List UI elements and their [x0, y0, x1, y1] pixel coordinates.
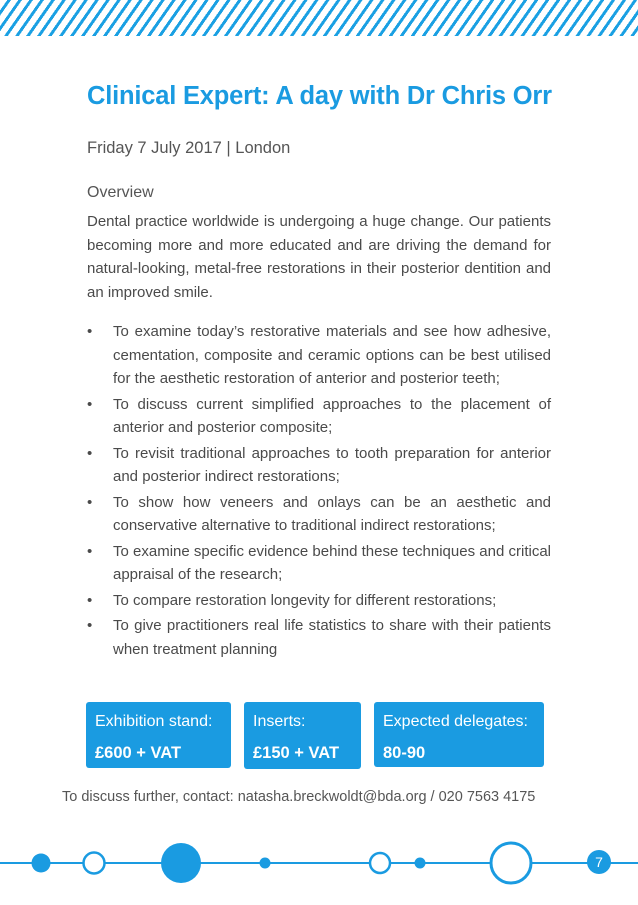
event-date-location: Friday 7 July 2017 | London — [87, 139, 291, 157]
inserts-box — [244, 702, 361, 769]
objective-item: • To compare restoration longevity for different restorations; — [87, 589, 551, 613]
expected-delegates-label: Expected delegates: — [383, 713, 528, 730]
exhibition-stand-label: Exhibition stand: — [95, 713, 213, 730]
expected-delegates-box — [374, 702, 544, 767]
objective-item: • To examine specific evidence behind these techniques and critical appraisal of the research; — [87, 540, 551, 587]
objective-item: • To examine today’s restorative materials and see how adhesive, cementation, composite and ceramic options can be best utilised for the aesthetic restoration of anterior and posterior teeth; — [87, 320, 551, 391]
page-number: 7 — [595, 854, 603, 870]
header-stripe-decoration — [0, 0, 638, 36]
page-title: Clinical Expert: A day with Dr Chris Orr — [87, 82, 552, 110]
footer-dot-filled — [32, 854, 51, 873]
expected-delegates-value: 80-90 — [383, 744, 426, 762]
objective-item: • To show how veneers and onlays can be an aesthetic and conservative alternative to traditional indirect restorations; — [87, 491, 551, 538]
footer-circle-outline — [84, 853, 105, 874]
footer-decoration — [0, 830, 638, 905]
objective-item: • To revisit traditional approaches to tooth preparation for anterior and posterior indirect restorations; — [87, 442, 551, 489]
contact-info: To discuss further, contact: natasha.breckwoldt@bda.org / 020 7563 4175 — [62, 789, 536, 805]
footer-dot-small — [415, 858, 426, 869]
exhibition-stand-price: £600 + VAT — [95, 744, 182, 762]
objective-item: • To discuss current simplified approaches to the placement of anterior and posterior composite; — [87, 393, 551, 440]
inserts-price: £150 + VAT — [253, 744, 340, 762]
objectives-list — [87, 320, 551, 663]
overview-heading: Overview — [87, 184, 154, 201]
objective-item: • To give practitioners real life statistics to share with their patients when treatment planning — [87, 614, 551, 661]
footer-dot-small — [260, 858, 271, 869]
footer-circle-outline — [370, 853, 390, 873]
exhibition-stand-box — [86, 702, 231, 768]
inserts-label: Inserts: — [253, 713, 306, 730]
overview-intro: Dental practice worldwide is undergoing a huge change. Our patients becoming more and more educated and are driving the demand for natural-looking, metal-free restorations in their posterior dentition and an improved smile. — [87, 213, 551, 301]
footer-dot-large — [161, 843, 201, 883]
footer-circle-outline-large — [491, 843, 531, 883]
